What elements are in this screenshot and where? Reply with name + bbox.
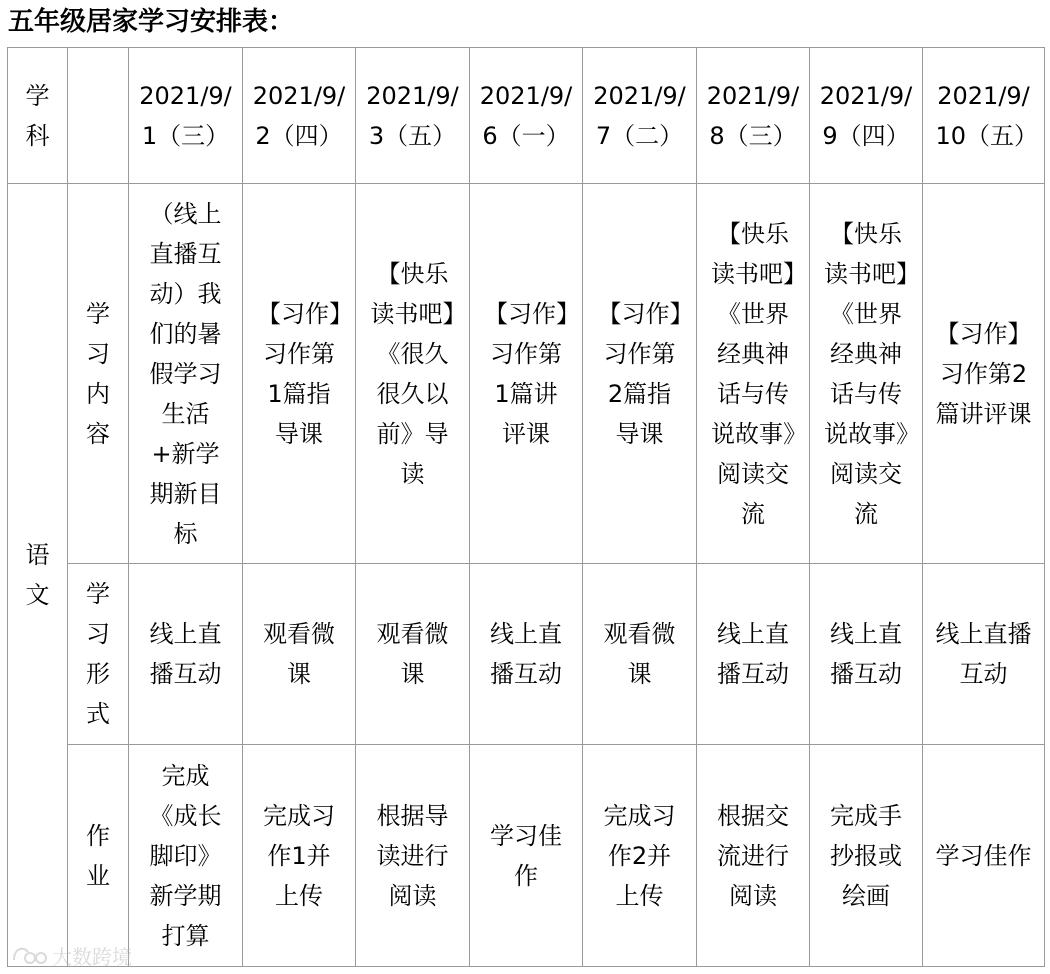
- date-label: 2021/9/6（一）: [479, 81, 573, 150]
- cell-text: 完成《成长脚印》新学期打算: [149, 761, 222, 950]
- cell-text: 根据导读进行阅读: [376, 801, 449, 910]
- cell-text: 观看微课: [263, 620, 335, 688]
- row-label-cell: [68, 564, 129, 745]
- date-header-cell: [243, 48, 356, 184]
- table-cell: [583, 745, 697, 967]
- table-cell: [470, 184, 583, 564]
- cell-text: 根据交流进行阅读: [717, 801, 789, 910]
- table-cell: [470, 564, 583, 745]
- cell-text: 观看微课: [376, 620, 449, 688]
- cell-text: 【习作】习作第1篇指导课: [257, 299, 341, 448]
- table-cell: [923, 745, 1045, 967]
- table-cell: [356, 745, 470, 967]
- date-header-cell: [697, 48, 810, 184]
- cell-text: （线上直播互动）我们的暑假学习生活+新学期新目标: [149, 199, 222, 548]
- cell-text: 完成习作2并上传: [603, 801, 676, 910]
- table-cell: [583, 184, 697, 564]
- date-label: 2021/9/8（三）: [706, 81, 800, 150]
- cell-text: 线上直播互动: [149, 620, 222, 688]
- date-header-cell: [356, 48, 470, 184]
- table-cell: [243, 184, 356, 564]
- watermark-text: 大数跨境: [52, 944, 132, 969]
- logo-icon: [10, 942, 48, 968]
- subject-header-label: 学科: [25, 81, 50, 150]
- cell-text: 完成手抄报或绘画: [830, 801, 902, 910]
- cell-text: 线上直播互动: [717, 620, 789, 688]
- subject-cell: [8, 184, 68, 967]
- table-cell: [470, 745, 583, 967]
- cell-text: 完成习作1并上传: [263, 801, 335, 910]
- date-header-cell: [129, 48, 243, 184]
- date-label: 2021/9/7（二）: [593, 81, 686, 150]
- table-cell: [243, 745, 356, 967]
- table-cell: [697, 564, 810, 745]
- cell-text: 【快乐读书吧】《世界经典神话与传说故事》阅读交流: [824, 219, 908, 528]
- date-header-cell: [470, 48, 583, 184]
- row-label-cell: [68, 745, 129, 967]
- row-label-cell: [68, 184, 129, 564]
- date-label: 2021/9/1（三）: [139, 81, 232, 150]
- date-header-cell: [923, 48, 1045, 184]
- cell-text: 学习佳作: [490, 821, 562, 890]
- cell-text: 【习作】习作第2篇指导课: [597, 299, 682, 448]
- homework-row: [8, 745, 1045, 967]
- table-cell: [356, 564, 470, 745]
- header-row: [8, 48, 1045, 184]
- cell-text: 【快乐读书吧】《世界经典神话与传说故事》阅读交流: [711, 219, 795, 528]
- cell-text: 【习作】习作第2篇讲评课: [935, 319, 1032, 428]
- date-label: 2021/9/3（五）: [366, 81, 459, 150]
- table-cell: [810, 745, 923, 967]
- cell-text: 线上直播互动: [490, 620, 562, 688]
- table-cell: [129, 184, 243, 564]
- format-row: [8, 564, 1045, 745]
- table-cell: [356, 184, 470, 564]
- table-cell: [583, 564, 697, 745]
- date-header-cell: [583, 48, 697, 184]
- table-cell: [810, 184, 923, 564]
- cell-text: 观看微课: [603, 620, 676, 688]
- cell-text: 线上直播互动: [830, 620, 902, 688]
- date-label: 2021/9/2（四）: [252, 81, 346, 150]
- cell-text: 线上直播互动: [935, 620, 1032, 688]
- table-cell: [697, 184, 810, 564]
- table-cell: [243, 564, 356, 745]
- table-cell: [129, 745, 243, 967]
- date-label: 2021/9/10（五）: [935, 81, 1039, 150]
- cell-text: 【习作】习作第1篇讲评课: [484, 299, 568, 448]
- table-cell: [697, 745, 810, 967]
- row-label: 作业: [86, 821, 110, 890]
- subject-header-cell: [8, 48, 68, 184]
- table-cell: [810, 564, 923, 745]
- row-label: 学习内容: [86, 299, 110, 448]
- page-title: 五年级居家学习安排表：: [8, 7, 295, 37]
- watermark: [10, 940, 132, 970]
- cell-text: 学习佳作: [935, 841, 1032, 870]
- table-cell: [923, 184, 1045, 564]
- row-label: 学习形式: [86, 580, 110, 728]
- schedule-table: [7, 47, 1045, 967]
- content-row: [8, 184, 1045, 564]
- table-cell: [923, 564, 1045, 745]
- date-label: 2021/9/9（四）: [819, 81, 913, 150]
- blank-header-cell: [68, 48, 129, 184]
- date-header-cell: [810, 48, 923, 184]
- table-cell: [129, 564, 243, 745]
- subject-label: 语文: [25, 541, 50, 609]
- cell-text: 【快乐读书吧】《很久很久以前》导读: [370, 259, 455, 488]
